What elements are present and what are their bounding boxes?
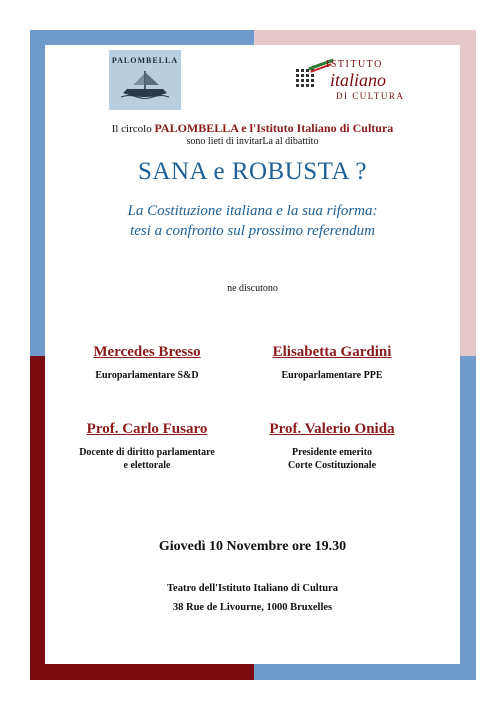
speaker-role-line1: Presidente emerito bbox=[291, 447, 373, 458]
istituto-logo bbox=[296, 55, 436, 105]
speaker-onida bbox=[232, 421, 432, 472]
intro-organizers: PALOMBELLA e l'Istituto Italiano di Cultura bbox=[154, 121, 394, 135]
speaker-role bbox=[47, 369, 247, 382]
istituto-logo-line3: DI CULTURA bbox=[336, 91, 405, 101]
venue-address: 38 Rue de Livourne, 1000 Bruxelles bbox=[172, 602, 333, 613]
event-subtitle-line2: tesi a confronto sul prossimo referendum bbox=[130, 223, 375, 239]
speaker-role-line2: e elettorale bbox=[123, 460, 171, 471]
ship-illustration-icon bbox=[119, 67, 171, 101]
event-date: Giovedì 10 Novembre ore 19.30 bbox=[158, 539, 347, 554]
speaker-name: Mercedes Bresso bbox=[93, 344, 201, 360]
speaker-bresso bbox=[47, 344, 247, 382]
venue-name: Teatro dell'Istituto Italiano di Cultura bbox=[167, 583, 338, 594]
istituto-logo-grid-icon bbox=[296, 69, 320, 91]
invitation-card bbox=[45, 45, 460, 664]
discuss-label: ne discutono bbox=[227, 283, 278, 294]
intro-line1 bbox=[45, 121, 460, 136]
speaker-role-line1: Europarlamentare PPE bbox=[281, 370, 383, 381]
speaker-name: Prof. Carlo Fusaro bbox=[86, 421, 208, 437]
istituto-logo-line2: italiano bbox=[330, 70, 387, 90]
speaker-role bbox=[232, 446, 432, 472]
istituto-logo-line1: ISTITUTO bbox=[326, 59, 383, 70]
speaker-fusaro bbox=[47, 421, 247, 472]
intro-prefix: Il circolo bbox=[111, 123, 155, 135]
intro-line2: sono lieti di invitarLa al dibattito bbox=[186, 136, 319, 147]
speaker-role bbox=[232, 369, 432, 382]
speaker-name: Prof. Valerio Onida bbox=[269, 421, 395, 437]
speaker-role-line1: Docente di diritto parlamentare bbox=[79, 447, 215, 458]
palombella-logo bbox=[109, 50, 181, 110]
speaker-name: Elisabetta Gardini bbox=[272, 344, 392, 360]
speaker-role-line1: Europarlamentare S&D bbox=[95, 370, 199, 381]
palombella-logo-text: PALOMBELLA bbox=[111, 56, 179, 65]
speaker-gardini bbox=[232, 344, 432, 382]
speaker-role-line2: Corte Costituzionale bbox=[287, 460, 377, 471]
event-title: SANA e ROBUSTA ? bbox=[138, 158, 367, 185]
event-subtitle-line1: La Costituzione italiana e la sua riforma: bbox=[127, 203, 378, 219]
speaker-role bbox=[47, 446, 247, 472]
